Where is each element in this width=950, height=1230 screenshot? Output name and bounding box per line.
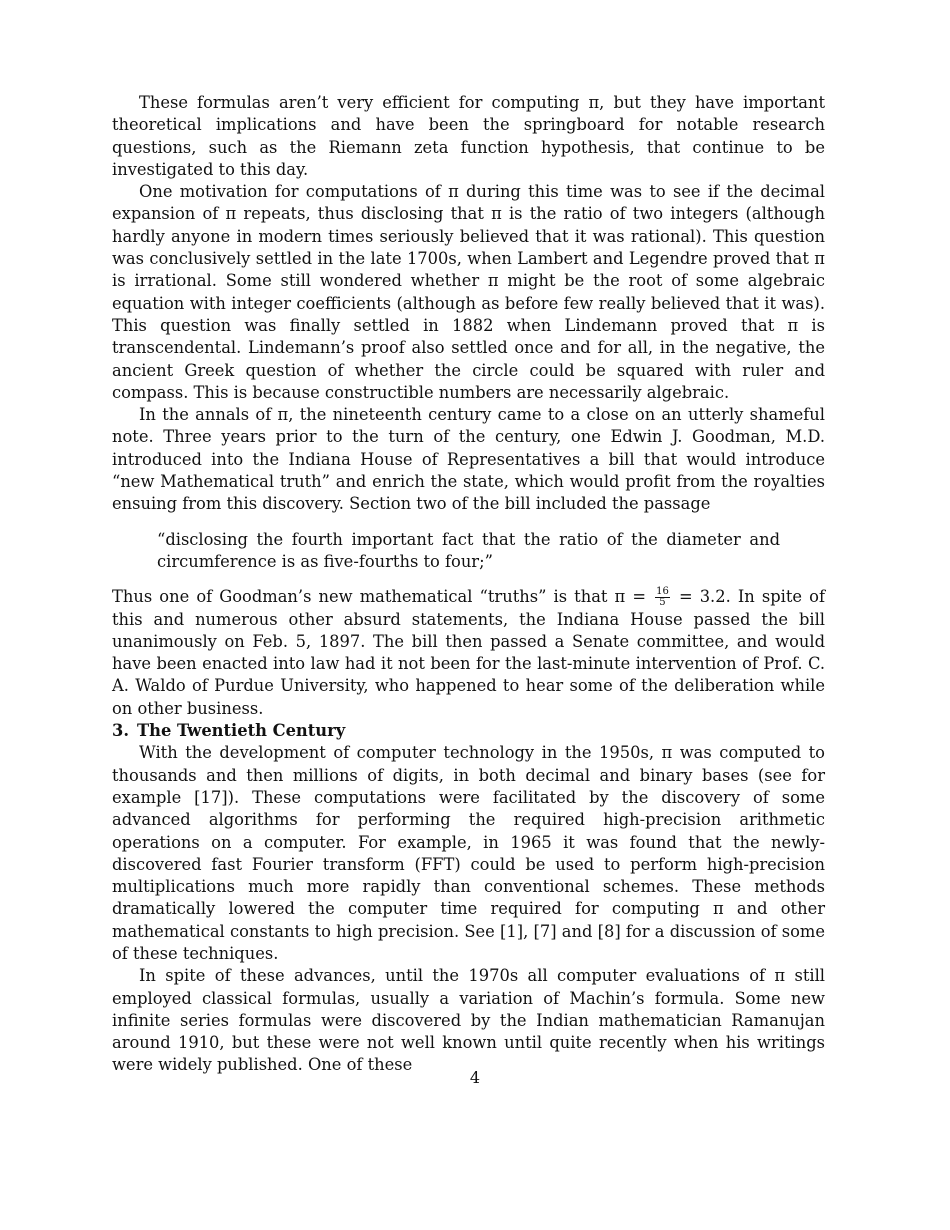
block-quote: “disclosing the fourth important fact that the ratio of the diameter and circumference is as five-fourths to four;” bbox=[157, 529, 780, 571]
section-title: The Twentieth Century bbox=[137, 721, 346, 741]
page-number: 4 bbox=[469, 1068, 481, 1087]
page-body bbox=[112, 92, 825, 1077]
paragraph-ramanujan: In spite of these advances, until the 1970s all computer evaluations of π still employed classical formulas, usually a variation of Machin’s formula. Some new infinite series formulas were discovered by the Indian mathematician Ramanujan around 1910, but these were not well known until quite recently when his writings were widely published. One of these bbox=[112, 966, 825, 1075]
paragraph-irrationality: One motivation for computations of π during this time was to see if the decimal expansion of π repeats, thus disclosing that π is the ratio of two integers (although hardly anyone in modern times seriously believed that it was rational). This question was conclusively settled in the late 1700s, when Lambert and Legendre proved that π is irrational. Some still wondered whether π might be the root of some algebraic equation with integer coefficients (although as before few really believed that it was). This question was finally settled in 1882 when Lindemann proved that π is transcendental. Lindemann’s proof also settled once and for all, in the negative, the ancient Greek question of whether the circle could be squared with ruler and compass. This is because constructible numbers are necessarily algebraic. bbox=[112, 182, 825, 402]
goodman-text-after-fraction: = 3.2. In spite of this and numerous other absurd statements, the Indiana House passed the bill unanimously on Feb. 5, 1897. The bill then passed a Senate committee, and would have been enacted into law had it not been for the last-minute intervention of Prof. C. A. Waldo of Purdue University, who happened to hear some of the deliberation while on other business. bbox=[112, 587, 825, 718]
paragraph-goodman-truths bbox=[112, 586, 825, 720]
paragraph-indiana-bill: In the annals of π, the nineteenth century came to a close on an utterly shameful note. Three years prior to the turn of the century, one Edwin J. Goodman, M.D. introduced into the Indiana House of Representatives a bill that would introduce “new Mathematical truth” and enrich the state, which would profit from the royalties ensuing from this discovery. Section two of the bill included the passage bbox=[112, 405, 825, 514]
goodman-text-before-fraction: Thus one of Goodman’s new mathematical “truths” is that π = bbox=[112, 587, 654, 607]
section-number: 3. bbox=[112, 721, 129, 741]
fraction-sixteen-fifths bbox=[655, 587, 670, 608]
paragraph-computer-technology: With the development of computer technology in the 1950s, π was computed to thousands and then millions of digits, in both decimal and binary bases (see for example [17]). These computations were facilitated by the discovery of some advanced algorithms for performing the required high-precision arithmetic operations on a computer. For example, in 1965 it was found that the newly-discovered fast Fourier transform (FFT) could be used to perform high-precision multiplications much more rapidly than conventional schemes. These methods dramatically lowered the computer time required for computing π and other mathematical constants to high precision. See [1], [7] and [8] for a discussion of some of these techniques. bbox=[112, 743, 825, 963]
fraction-denominator: 5 bbox=[659, 597, 666, 609]
section-heading bbox=[112, 720, 825, 742]
paragraph-formulas-efficiency: These formulas aren’t very efficient for computing π, but they have important theoretical implications and have been the springboard for notable research questions, such as the Riemann zeta function hypothesis, that continue to be investigated to this day. bbox=[112, 93, 825, 179]
fraction-numerator: 16 bbox=[656, 586, 669, 598]
